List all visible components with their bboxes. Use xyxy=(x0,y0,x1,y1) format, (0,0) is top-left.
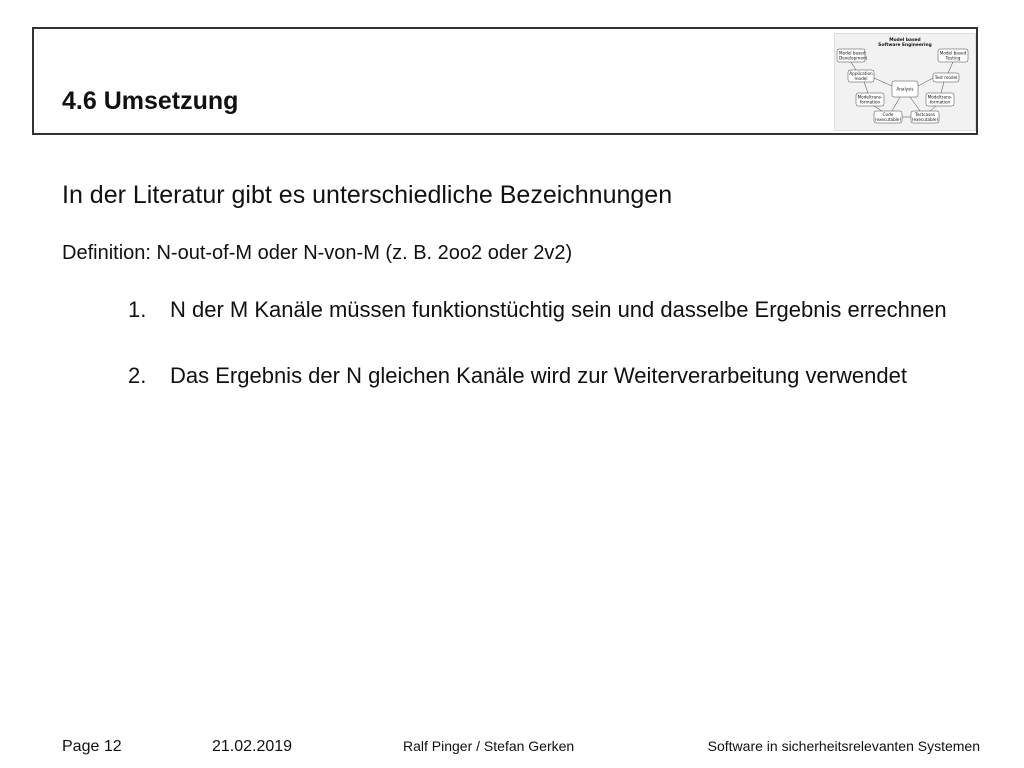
svg-text:Model based: Model based xyxy=(939,50,967,56)
diagram-title-line2: Software Engineering xyxy=(878,43,932,48)
svg-text:Model based: Model based xyxy=(839,50,866,56)
node-test-model xyxy=(933,73,959,82)
svg-text:Modeltrans-: Modeltrans- xyxy=(927,94,953,100)
node-modeltransformation-left xyxy=(856,93,884,106)
slide-title: 4.6 Umsetzung xyxy=(62,87,239,115)
node-modeltransformation-right xyxy=(926,93,954,106)
list-item-number: 2. xyxy=(128,363,147,388)
svg-text:Code: Code xyxy=(882,112,894,117)
node-application-model xyxy=(848,70,874,82)
list-item xyxy=(62,360,962,392)
list-item-text: Das Ergebnis der N gleichen Kanäle wird zur Weiterverarbeitung verwendet xyxy=(170,363,907,388)
footer-date: 21.02.2019 xyxy=(212,738,293,755)
svg-text:Testing: Testing xyxy=(945,55,961,61)
svg-text:formation: formation xyxy=(859,99,881,105)
node-code xyxy=(874,111,902,123)
svg-text:model: model xyxy=(854,76,868,81)
svg-text:Testcases: Testcases xyxy=(914,112,936,117)
node-analysis xyxy=(892,81,918,97)
node-testcases xyxy=(911,111,939,123)
mbse-diagram xyxy=(834,33,976,131)
definition-line: Definition: N-out-of-M oder N-von-M (z. B. 2oo2 oder 2v2) xyxy=(62,242,573,264)
footer-course: Software in sicherheitsrelevanten Systemen xyxy=(707,738,980,754)
list-item-text: N der M Kanäle müssen funktionstüchtig sein und dasselbe Ergebnis errechnen xyxy=(170,297,947,322)
svg-text:Analysis: Analysis xyxy=(896,86,914,92)
content-heading: In der Literatur gibt es unterschiedliche Bezeichnungen xyxy=(62,181,673,209)
svg-text:Development: Development xyxy=(839,55,868,61)
svg-text:(executable): (executable) xyxy=(911,117,939,122)
svg-text:(executable): (executable) xyxy=(874,117,902,122)
slide-content xyxy=(62,180,962,426)
node-development xyxy=(837,49,868,62)
mbse-diagram-svg xyxy=(834,33,976,131)
svg-text:Application: Application xyxy=(849,71,873,76)
list-item-number: 1. xyxy=(128,297,147,322)
svg-text:Test model: Test model xyxy=(934,75,958,80)
numbered-list xyxy=(62,294,962,392)
header-box xyxy=(32,27,978,135)
footer-authors: Ralf Pinger / Stefan Gerken xyxy=(403,738,575,754)
node-testing xyxy=(938,49,968,62)
list-item xyxy=(62,294,962,326)
footer xyxy=(0,736,1024,760)
svg-text:formation: formation xyxy=(929,99,951,105)
svg-text:Modeltrans-: Modeltrans- xyxy=(857,94,883,100)
page-number: Page 12 xyxy=(62,738,122,755)
diagram-title-line1: Model based xyxy=(889,38,921,43)
